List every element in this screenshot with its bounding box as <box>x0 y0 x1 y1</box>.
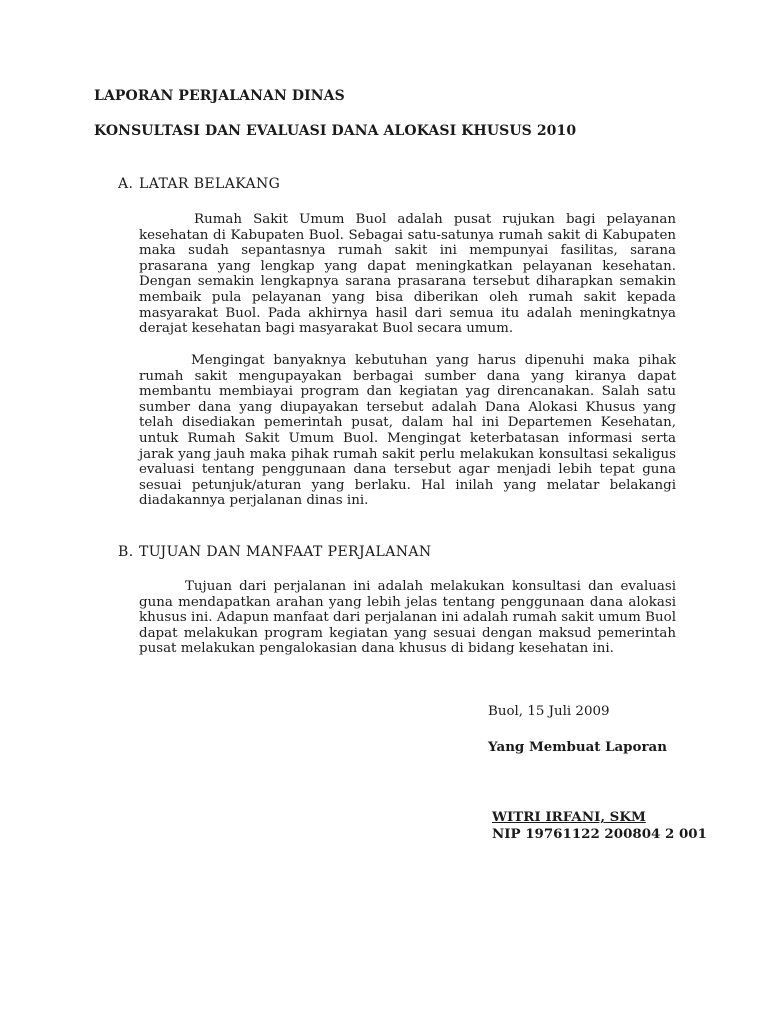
section-a-heading <box>118 176 280 192</box>
report-subtitle: KONSULTASI DAN EVALUASI DANA ALOKASI KHUSUS 2010 <box>94 123 577 139</box>
signature-nip: NIP 19761122 200804 2 001 <box>492 826 707 842</box>
signature-role: Yang Membuat Laporan <box>488 739 667 755</box>
section-b-letter: B. <box>118 544 134 560</box>
report-title: LAPORAN PERJALANAN DINAS <box>94 88 345 104</box>
section-b-title: TUJUAN DAN MANFAAT PERJALANAN <box>139 544 432 560</box>
section-a-paragraph-1: Rumah Sakit Umum Buol adalah pusat rujukan bagi pelayanan kesehatan di Kabupaten Buol. Sebagai satu-satunya rumah sakit di Kabupaten maka sudah sepantasnya rumah sakit ini mempunyai fasilitas, sarana prasarana yang lengkap yang dapat meningkatkan pelayanan kesehatan. Dengan semakin lengkapnya sarana prasarana tersebut diharapkan semakin membaik pula pelayanan yang bisa diberikan oleh rumah sakit kepada masyarakat Buol. Pada akhirnya hasil dari semua itu adalah meningkatnya derajat kesehatan bagi masyarakat Buol secara umum. <box>139 212 676 337</box>
section-a-paragraph-2: Mengingat banyaknya kebutuhan yang harus dipenuhi maka pihak rumah sakit mengupayakan berbagai sumber dana yang kiranya dapat membantu membiayai program dan kegiatan yag direncanakan. Salah satu sumber dana yang diupayakan tersebut adalah Dana Alokasi Khusus yang telah disediakan pemerintah pusat, dalam hal ini Departemen Kesehatan, untuk Rumah Sakit Umum Buol. Mengingat keterbatasan informasi serta jarak yang jauh maka pihak rumah sakit perlu melakukan konsultasi sekaligus evaluasi tentang penggunaan dana tersebut agar menjadi lebih tepat guna sesuai petunjuk/aturan yang berlaku. Hal inilah yang melatar belakangi diadakannya perjalanan dinas ini. <box>139 353 676 509</box>
signature-place-date: Buol, 15 Juli 2009 <box>488 704 610 719</box>
section-a-letter: A. <box>118 176 134 192</box>
section-b-heading <box>118 544 432 560</box>
section-b-paragraph-1: Tujuan dari perjalanan ini adalah melakukan konsultasi dan evaluasi guna mendapatkan arahan yang lebih jelas tentang penggunaan dana alokasi khusus ini. Adapun manfaat dari perjalanan ini adalah rumah sakit umum Buol dapat melakukan program kegiatan yang sesuai dengan maksud pemerintah pusat melakukan pengalokasian dana khusus di bidang kesehatan ini. <box>139 579 676 657</box>
signature-name: WITRI IRFANI, SKM <box>492 809 646 825</box>
section-a-title: LATAR BELAKANG <box>139 176 281 192</box>
